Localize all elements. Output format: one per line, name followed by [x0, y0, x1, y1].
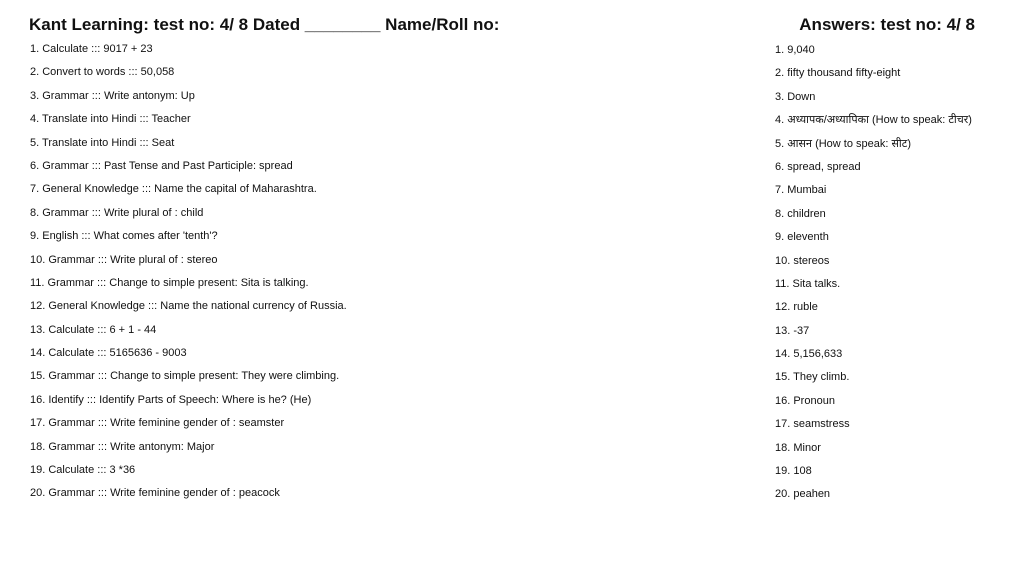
- answer-item: 15. They climb.: [775, 371, 850, 384]
- answer-item: 6. spread, spread: [775, 160, 861, 173]
- question-item: 14. Calculate ::: 5165636 - 9003: [30, 347, 187, 360]
- test-title: Kant Learning: test no: 4/ 8 Dated ________ Name/Roll no:: [29, 15, 500, 34]
- answer-item: 7. Mumbai: [775, 184, 827, 197]
- answer-item: 2. fifty thousand fifty-eight: [775, 67, 901, 80]
- question-item: 18. Grammar ::: Write antonym: Major: [30, 440, 215, 453]
- answer-item: 16. Pronoun: [775, 394, 835, 407]
- question-item: 2. Convert to words ::: 50,058: [30, 66, 175, 79]
- question-item: 4. Translate into Hindi ::: Teacher: [30, 113, 191, 126]
- question-item: 11. Grammar ::: Change to simple present: Sita is talking.: [30, 276, 309, 289]
- answers-list: [775, 43, 975, 511]
- question-item: 9. English ::: What comes after 'tenth'?: [30, 230, 218, 243]
- questions-list: [30, 43, 730, 511]
- answer-item: 17. seamstress: [775, 418, 850, 431]
- question-item: 7. General Knowledge ::: Name the capital of Maharashtra.: [30, 183, 317, 196]
- question-item: 15. Grammar ::: Change to simple present: They were climbing.: [30, 370, 340, 383]
- answer-item: 1. 9,040: [775, 44, 815, 56]
- question-item: 12. General Knowledge ::: Name the national currency of Russia.: [30, 300, 347, 313]
- question-item: 8. Grammar ::: Write plural of : child: [30, 206, 204, 219]
- answer-item: 10. stereos: [775, 254, 830, 267]
- question-item: 10. Grammar ::: Write plural of : stereo: [30, 253, 218, 266]
- answers-title: Answers: test no: 4/ 8: [799, 15, 975, 34]
- answer-item: 14. 5,156,633: [775, 348, 843, 361]
- answer-item: 9. eleventh: [775, 231, 829, 244]
- question-item: 13. Calculate ::: 6 + 1 - 44: [30, 323, 157, 336]
- answer-item: 8. children: [775, 207, 826, 220]
- answer-item: 5. आसन (How to speak: सीट): [775, 137, 911, 150]
- answer-item: 12. ruble: [775, 301, 818, 314]
- question-item: 1. Calculate ::: 9017 + 23: [30, 43, 153, 55]
- question-item: 20. Grammar ::: Write feminine gender of : peacock: [30, 487, 280, 500]
- answer-item: 19. 108: [775, 465, 812, 478]
- answer-item: 20. peahen: [775, 488, 831, 501]
- question-item: 19. Calculate ::: 3 *36: [30, 464, 136, 477]
- question-item: 5. Translate into Hindi ::: Seat: [30, 136, 175, 149]
- answer-item: 11. Sita talks.: [775, 277, 841, 290]
- answer-item: 18. Minor: [775, 441, 821, 454]
- answer-item: 4. अध्यापक/अध्यापिका (How to speak: टीचर): [775, 114, 972, 127]
- answer-item: 13. -37: [775, 324, 810, 337]
- answer-item: 3. Down: [775, 90, 816, 103]
- question-item: 6. Grammar ::: Past Tense and Past Participle: spread: [30, 159, 293, 172]
- question-item: 3. Grammar ::: Write antonym: Up: [30, 89, 195, 102]
- question-item: 16. Identify ::: Identify Parts of Speech: Where is he? (He): [30, 393, 312, 406]
- question-item: 17. Grammar ::: Write feminine gender of : seamster: [30, 417, 285, 430]
